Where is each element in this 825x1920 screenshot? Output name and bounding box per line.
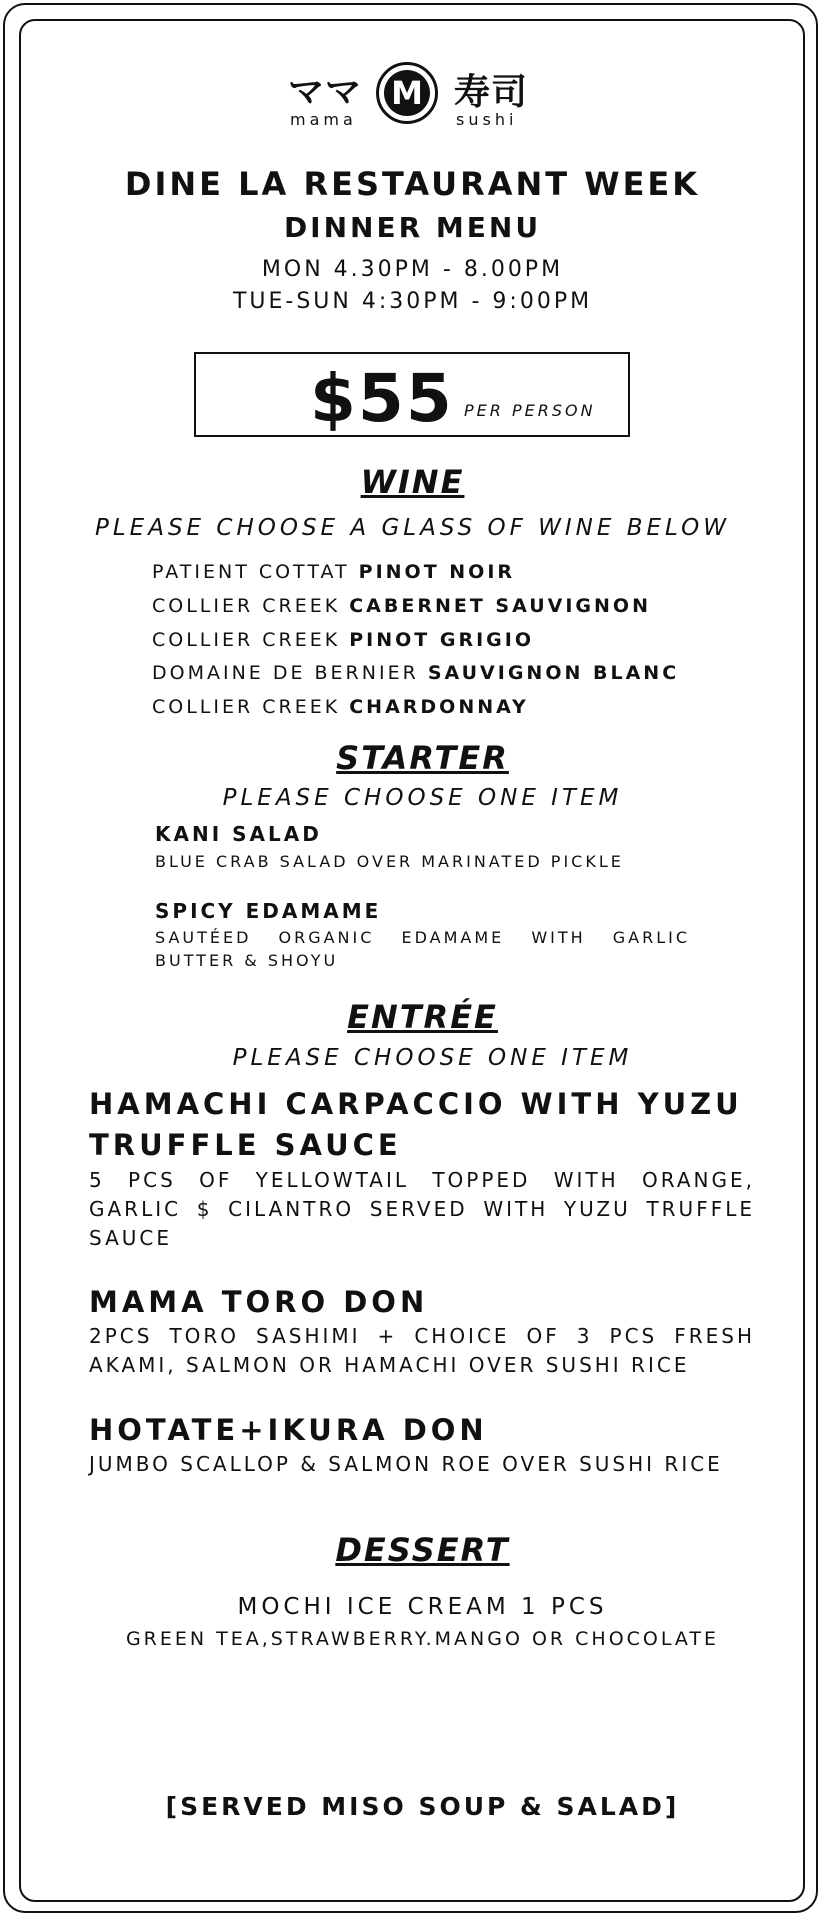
wine-varietal: CHARDONNAY (349, 696, 529, 718)
entree-item-name: HAMACHI CARPACCIO WITH YUZU TRUFFLE SAUCE (89, 1087, 743, 1162)
logo-kana-mama: ママ (288, 72, 363, 113)
price-box (194, 352, 630, 437)
starter-item-desc: BLUE CRAB SALAD OVER MARINATED PICKLE (155, 852, 624, 871)
wine-producer: COLLIER CREEK (152, 696, 341, 718)
entree-instruction: PLEASE CHOOSE ONE ITEM (232, 1045, 633, 1071)
entree-item-desc: 2PCS TORO SASHIMI + CHOICE OF 3 PCS FRESH AKAMI, SALMON OR HAMACHI OVER SUSHI RICE (89, 1324, 755, 1377)
logo-text-sushi: sushi (456, 110, 518, 129)
section-heading-entree: ENTRÉE (347, 998, 498, 1036)
entree-item-desc: 5 PCS OF YELLOWTAIL TOPPED WITH ORANGE, GARLIC $ CILANTRO SERVED WITH YUZU TRUFFLE SAUCE (89, 1168, 755, 1250)
price-amount: $55 (310, 360, 454, 437)
wine-instruction: PLEASE CHOOSE A GLASS OF WINE BELOW (95, 515, 730, 541)
starter-item-name: KANI SALAD (155, 822, 322, 846)
logo-kanji-sushi: 寿司 (454, 72, 529, 113)
section-heading-dessert: DESSERT (335, 1531, 510, 1569)
dessert-item: MOCHI ICE CREAM 1 PCS (237, 1594, 608, 1620)
logo-m-emblem-icon (376, 62, 438, 124)
wine-producer: COLLIER CREEK (152, 629, 341, 651)
dessert-flavors: GREEN TEA,STRAWBERRY.MANGO OR CHOCOLATE (125, 1628, 720, 1650)
wine-item (152, 696, 529, 718)
starter-item-desc: SAUTÉED ORGANIC EDAMAME WITH GARLIC BUTTER & SHOYU (155, 928, 690, 970)
wine-producer: PATIENT COTTAT (152, 561, 350, 583)
wine-producer: DOMAINE DE BERNIER (152, 662, 419, 684)
menu-title: DINE LA RESTAURANT WEEK (124, 165, 701, 203)
wine-varietal: SAUVIGNON BLANC (427, 662, 680, 684)
starter-instruction: PLEASE CHOOSE ONE ITEM (222, 785, 623, 811)
wine-item (152, 629, 534, 651)
menu-subtitle: DINNER MENU (283, 211, 542, 244)
footer-note: [SERVED MISO SOUP & SALAD] (165, 1792, 680, 1821)
entree-item-desc: JUMBO SCALLOP & SALMON ROE OVER SUSHI RICE (89, 1452, 723, 1476)
section-heading-starter: STARTER (336, 739, 509, 777)
logo-m-letter: M (384, 70, 430, 116)
wine-varietal: PINOT NOIR (358, 561, 516, 583)
wine-producer: COLLIER CREEK (152, 595, 341, 617)
entree-item-name: HOTATE+IKURA DON (89, 1413, 488, 1447)
wine-item (152, 662, 679, 684)
section-heading-wine: WINE (360, 463, 465, 501)
logo-text-mama: mama (290, 110, 357, 129)
wine-item (152, 561, 515, 583)
hours-weekend: TUE-SUN 4:30PM - 9:00PM (232, 289, 593, 314)
restaurant-logo (288, 60, 528, 130)
entree-item-name: MAMA TORO DON (89, 1285, 429, 1319)
wine-varietal: CABERNET SAUVIGNON (349, 595, 651, 617)
hours-weekday: MON 4.30PM - 8.00PM (261, 257, 564, 282)
wine-varietal: PINOT GRIGIO (349, 629, 534, 651)
price-unit: PER PERSON (464, 401, 596, 420)
starter-item-name: SPICY EDAMAME (155, 899, 382, 923)
wine-item (152, 595, 651, 617)
